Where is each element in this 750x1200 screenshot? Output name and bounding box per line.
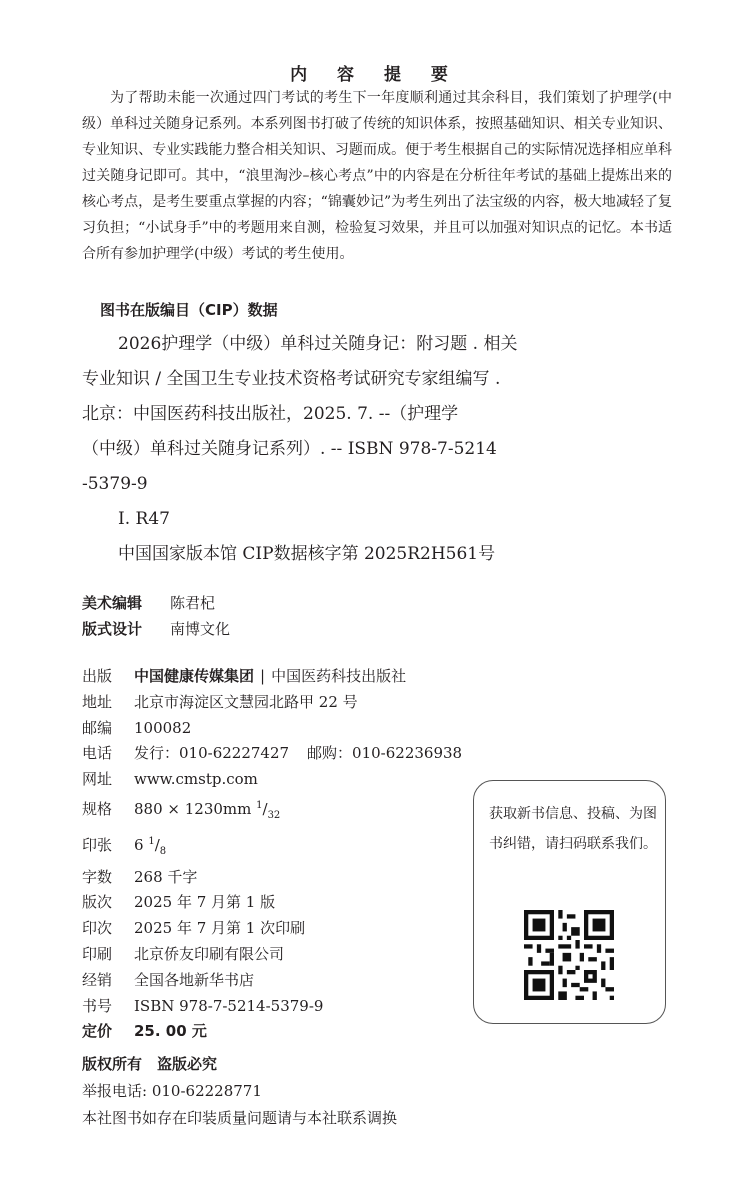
sheets-row: 印张 6 $^1/_8$	[82, 829, 642, 865]
price: 25. 00 元	[134, 1022, 207, 1041]
credits	[82, 590, 230, 642]
qr-code-icon	[524, 905, 614, 1005]
phone-mail: 邮购：010-62236938	[307, 744, 463, 763]
summary-block	[82, 85, 672, 267]
cip-heading: 图书在版编目（CIP）数据	[100, 301, 278, 319]
publisher-row	[82, 664, 642, 690]
cip-line: （中级）单科过关随身记系列）. -- ISBN 978-7-5214	[82, 439, 497, 459]
field-label: 字数	[82, 867, 113, 886]
field-label: 定价	[82, 1022, 113, 1041]
field-label: 书号	[82, 996, 113, 1015]
sheets-fraction-num: 1	[148, 835, 155, 847]
footer	[82, 1051, 397, 1132]
cip-classification: Ⅰ. R47	[118, 509, 170, 529]
credit-row	[82, 590, 230, 616]
format-row: 规格 880 × 1230mm $^1/_{32}$	[82, 793, 642, 829]
field-label: 出版	[82, 667, 113, 685]
postcode-row	[82, 716, 642, 742]
cip-record-number: 中国国家版本馆 CIP数据核字第 2025R2H561号	[118, 544, 496, 564]
distributor: 全国各地新华书店	[134, 970, 255, 989]
quality-notice: 本社图书如存在印装质量问题请与本社联系调换	[82, 1109, 398, 1127]
publisher-group: 中国健康传媒集团	[134, 667, 255, 685]
cip-line: 北京：中国医药科技出版社，2025. 7. --（护理学	[82, 404, 459, 424]
field-label: 地址	[82, 692, 113, 711]
credit-label: 版式设计	[82, 620, 143, 638]
address-row	[82, 690, 642, 716]
edition: 2025 年 7 月第 1 版	[134, 893, 276, 912]
isbn: ISBN 978-7-5214-5379-9	[134, 996, 324, 1015]
cip-line: -5379-9	[82, 474, 148, 494]
cip-line: 专业知识 / 全国卫生专业技术资格考试研究专家组编写 .	[82, 369, 501, 389]
phone-row	[82, 741, 642, 767]
word-count: 268 千字	[134, 867, 198, 886]
format-fraction-num: 1	[256, 799, 263, 811]
summary-paragraph: 为了帮助未能一次通过四门考试的考生下一年度顺利通过其余科目，我们策划了护理学(中级）单科过关随身记系列。本系列图书打破了传统的知识体系，按照基础知识、相关专业知识、专业知识、专业实践能力整合相关知识、习题而成。便于考生根据自己的实际情况选择相应单科过关随身记即可。其中，“浪里淘沙–核心考点”中的内容是在分析往年考试的基础上提炼出来的核心考点，是考生要重点掌握的内容；“锦囊妙记”为考生列出了法宝级的内容，极大地减轻了复习负担；“小试身手”中的考题用来自测，检验复习效果，并且可以加强对知识点的记忆。本书适合所有参加护理学(中级）考试的考生使用。	[82, 90, 672, 262]
format: 880 × 1230mm	[134, 799, 257, 818]
rights-notice: 版权所有 盗版必究	[82, 1055, 218, 1073]
credit-row	[82, 616, 230, 642]
format-fraction-den: 32	[267, 809, 281, 821]
qr-panel	[473, 780, 666, 1024]
qr-panel-text: 获取新书信息、投稿、为图书纠错，请扫码联系我们。	[489, 806, 657, 852]
cip-line: 2026护理学（中级）单科过关随身记：附习题 . 相关	[118, 334, 518, 354]
sheets-fraction-den: 8	[159, 845, 167, 857]
field-label: 网址	[82, 770, 113, 789]
website: www.cmstp.com	[134, 770, 258, 789]
credit-label: 美术编辑	[82, 594, 143, 612]
sheets: 6	[134, 835, 149, 854]
field-label: 版次	[82, 893, 113, 912]
printing: 2025 年 7 月第 1 次印刷	[134, 919, 306, 938]
field-label: 印次	[82, 919, 113, 938]
field-label: 规格	[82, 799, 113, 818]
separator: |	[260, 667, 266, 685]
address: 北京市海淀区文慧园北路甲 22 号	[134, 692, 358, 711]
field-label: 经销	[82, 970, 113, 989]
postcode: 100082	[134, 718, 192, 737]
credit-value: 陈君杞	[170, 594, 216, 612]
field-label: 电话	[82, 744, 113, 763]
publisher-name: 中国医药科技出版社	[271, 667, 407, 685]
credit-value: 南博文化	[170, 620, 231, 638]
summary-heading: 内 容 提 要	[290, 65, 460, 85]
report-phone: 举报电话: 010-62228771	[82, 1082, 262, 1100]
field-label: 印张	[82, 835, 113, 854]
cip-record	[82, 327, 552, 572]
field-label: 邮编	[82, 718, 113, 737]
field-label: 印刷	[82, 944, 113, 963]
phone-issue: 发行：010-62227427	[134, 744, 290, 763]
printer: 北京侨友印刷有限公司	[134, 944, 285, 963]
